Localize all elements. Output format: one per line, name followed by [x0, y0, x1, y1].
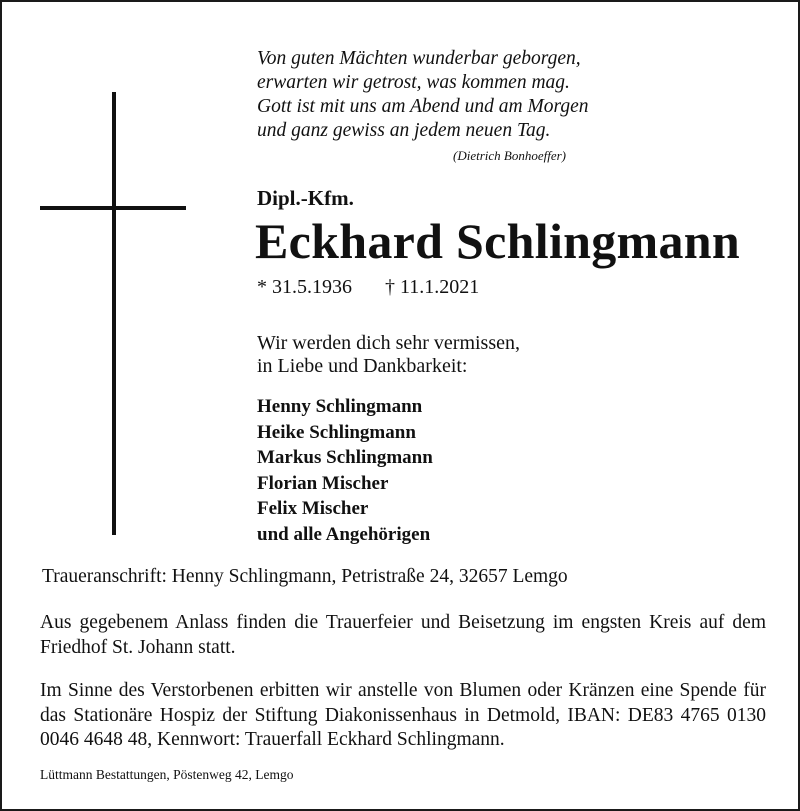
poem-author: (Dietrich Bonhoeffer): [453, 148, 566, 163]
poem-line: Von guten Mächten wunderbar geborgen,: [257, 48, 581, 69]
mourner-name: Florian Mischer: [257, 472, 389, 494]
poem-line: erwarten wir getrost, was kommen mag.: [257, 72, 570, 93]
academic-degree: Dipl.-Kfm.: [257, 186, 354, 210]
ceremony-notice: Aus gegebenem Anlass finden die Trauerfeier und Beisetzung im engsten Kreis auf dem Friedhof St. Johann statt.: [40, 612, 766, 658]
cross-icon-horizontal-bar: [40, 206, 186, 210]
farewell-line: in Liebe und Dankbarkeit:: [257, 355, 468, 377]
donation-request: Im Sinne des Verstorbenen erbitten wir anstelle von Blumen oder Kränzen eine Spende für das Stationäre Hospiz der Stiftung Diakonissenhaus in Detmold, IBAN: DE83 4765 0130 0046 4648 48, Kennwort: Trauerfall Eckhard Schlingmann.: [40, 680, 766, 750]
death-date: † 11.1.2021: [385, 276, 480, 298]
poem-line: und ganz gewiss an jedem neuen Tag.: [257, 120, 551, 141]
mourner-name: Felix Mischer: [257, 498, 369, 519]
deceased-name: Eckhard Schlingmann: [255, 213, 741, 269]
poem-line: Gott ist mit uns am Abend und am Morgen: [257, 96, 589, 117]
poem: [257, 47, 589, 143]
birth-date: * 31.5.1936: [257, 276, 352, 298]
cross-icon-vertical-bar: [112, 92, 116, 535]
mourning-address: Traueranschrift: Henny Schlingmann, Petristraße 24, 32657 Lemgo: [42, 566, 568, 587]
mourner-name: Heike Schlingmann: [257, 421, 416, 443]
mourners-list: [257, 394, 433, 547]
mourner-name: Markus Schlingmann: [257, 447, 433, 468]
farewell-line: Wir werden dich sehr vermissen,: [257, 332, 520, 354]
funeral-home: Lüttmann Bestattungen, Pöstenweg 42, Lemgo: [40, 767, 294, 782]
farewell-message: [257, 332, 520, 378]
mourner-name: Henny Schlingmann: [257, 396, 423, 417]
mourner-name: und alle Angehörigen: [257, 523, 431, 545]
